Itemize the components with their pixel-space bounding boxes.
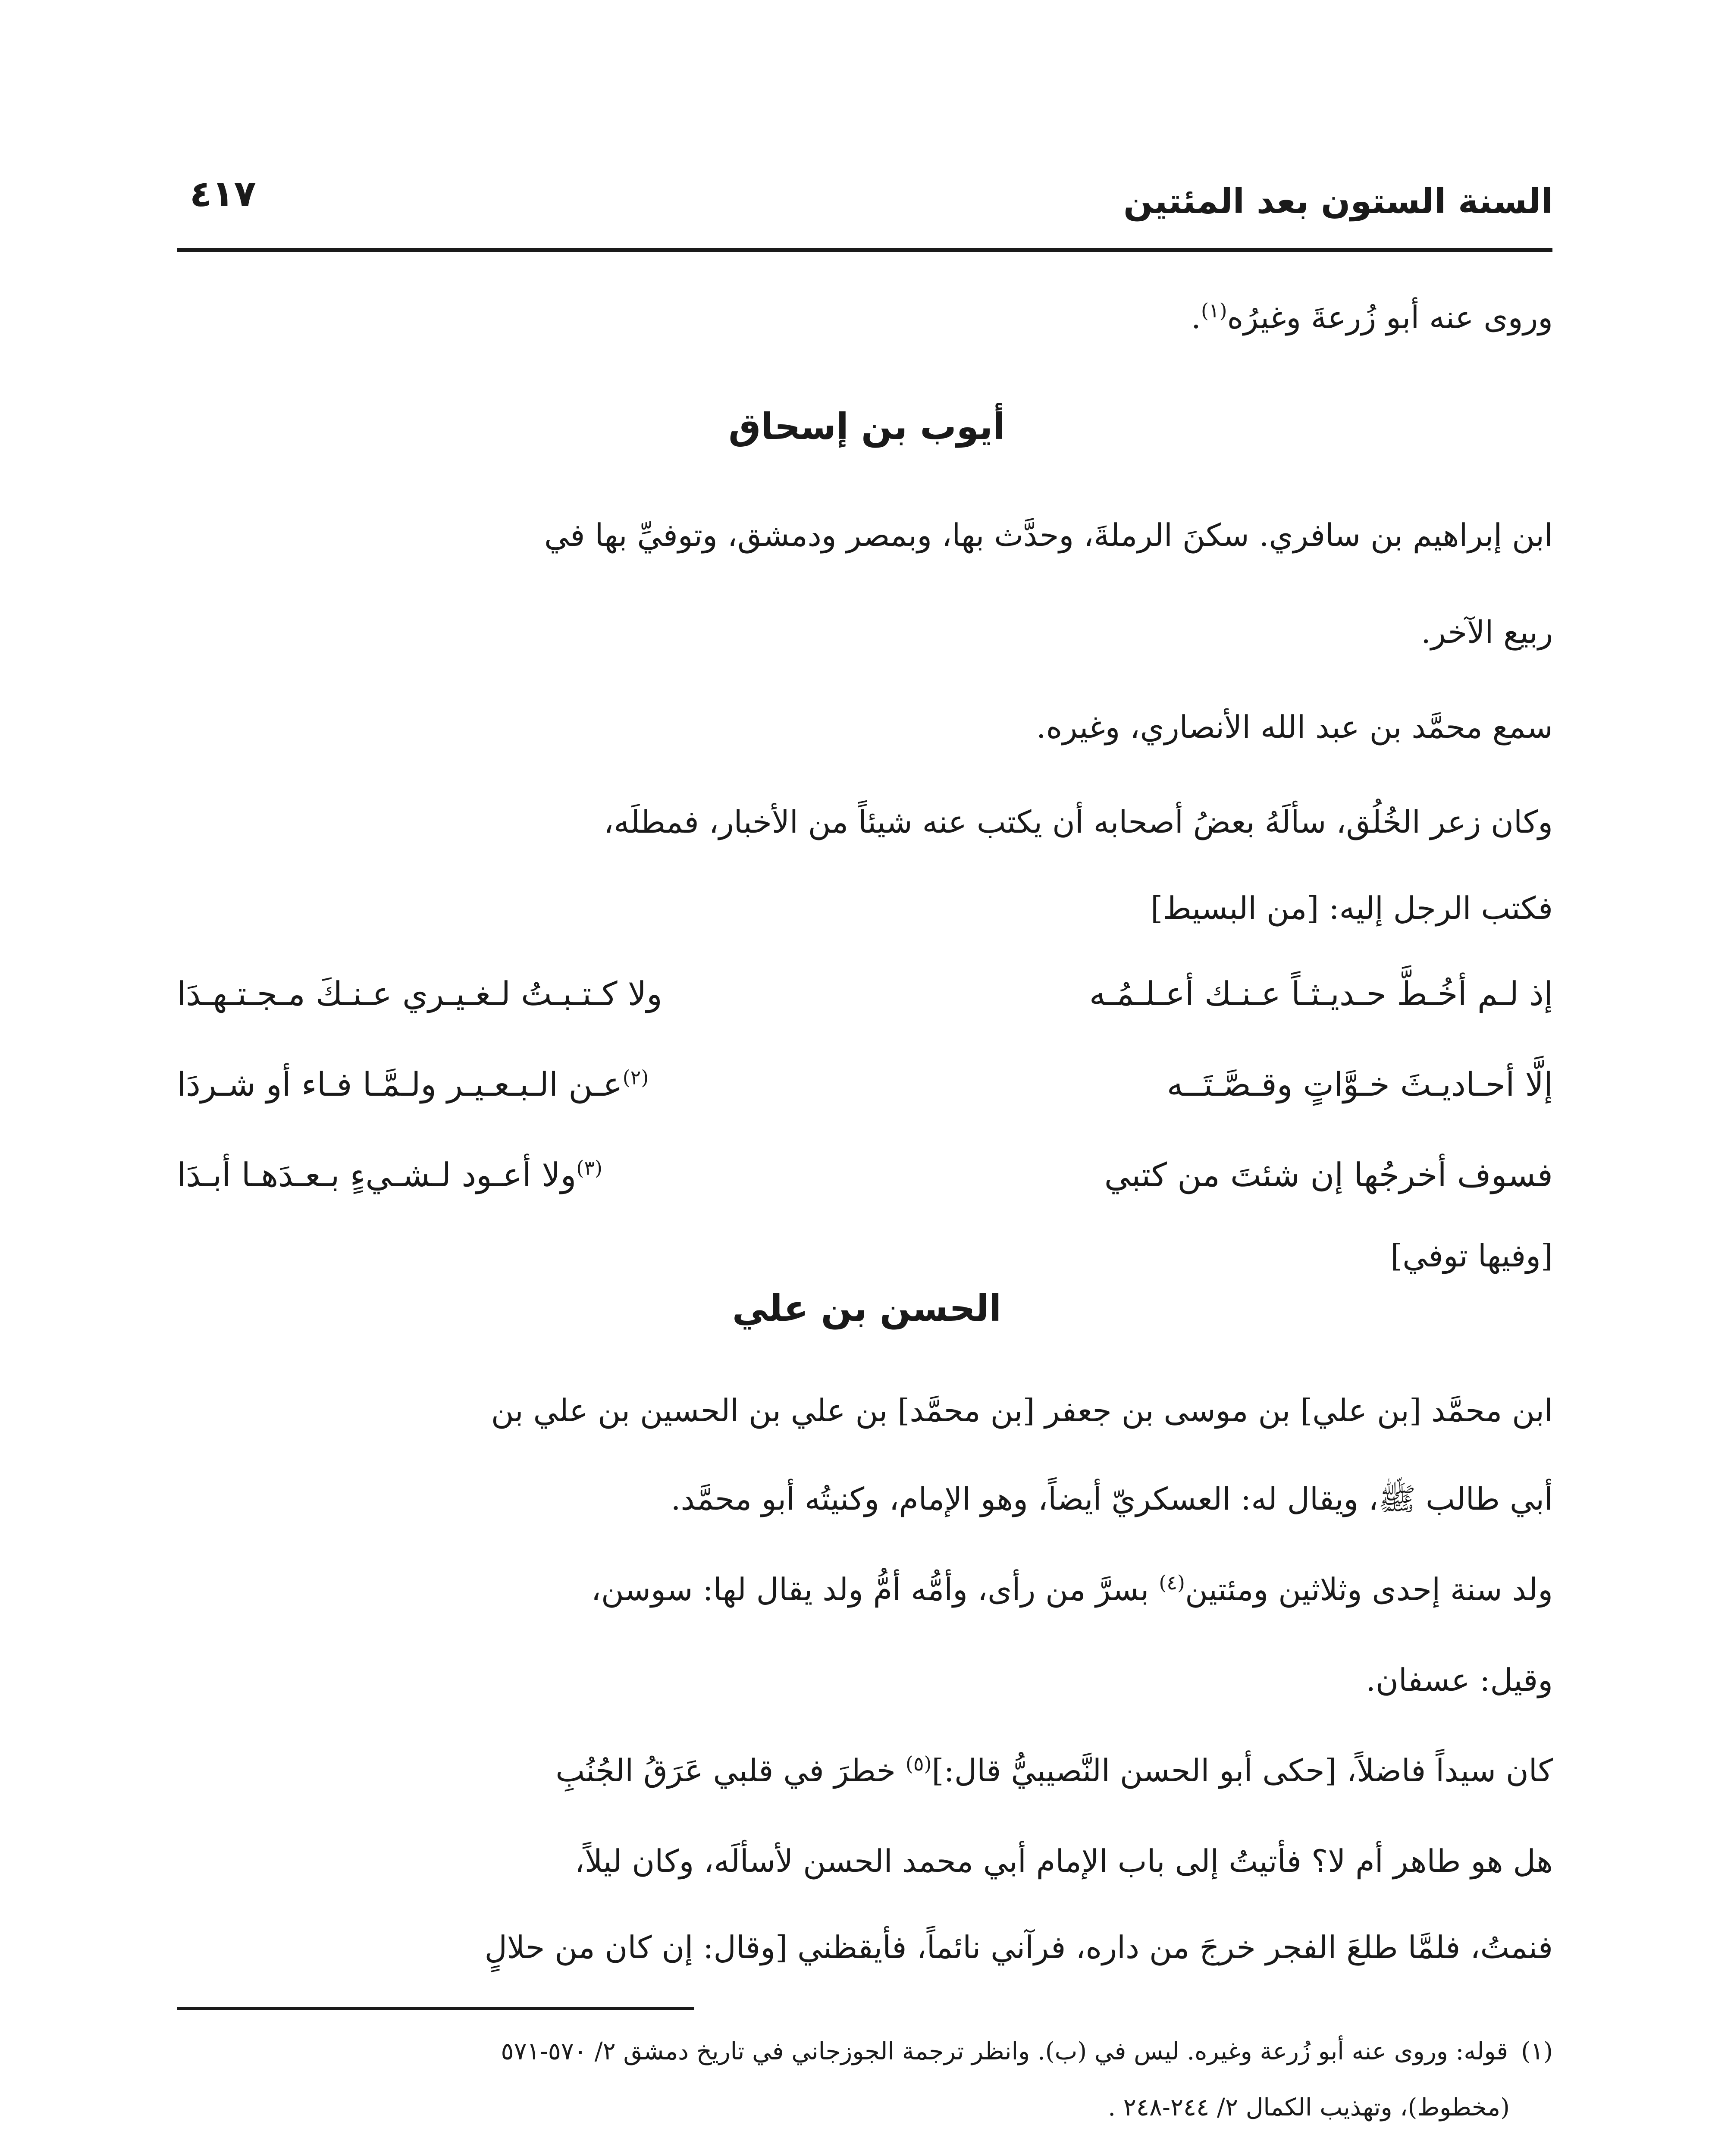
s2-p3-line3: فنمتُ، فلمَّا طلعَ الفجر خرجَ من داره، فرآني نائماً، فأيقظني [وقال: إن كان من حلالٍ xyxy=(484,1929,1553,1965)
s2-p2-line2: وقيل: عسفان. xyxy=(1366,1662,1553,1698)
verse-2-second-hemistich xyxy=(177,1065,649,1103)
verse-3-first-hemistich: فسوف أخرجُها إن شئتَ من كتبي xyxy=(1104,1156,1553,1194)
s1-p2: سمع محمَّد بن عبد الله الأنصاري، وغيره. xyxy=(1036,709,1553,745)
header-rule xyxy=(177,248,1552,252)
s2-p2-line1 xyxy=(173,1570,1553,1610)
s2-p3-line1 xyxy=(173,1751,1553,1791)
intro-line xyxy=(173,298,1553,338)
s2-p2-part-a: ولد سنة إحدى وثلاثين ومئتين xyxy=(1185,1571,1553,1608)
footnote-ref: (٢) xyxy=(622,1065,649,1089)
verse-1-first-hemistich: إذ لـم أخُـطَّ حـديـثـاً عـنـك أعـلـمُـه xyxy=(1089,975,1553,1013)
verse-2-second-text: عـن الـبـعـيـر ولـمَّـا فـاء أو شـردَا xyxy=(177,1065,623,1103)
footnote-text: قوله: وروى عنه أبو زُرعة وغيره. ليس في (ب). وانظر ترجمة الجوزجاني في تاريخ دمشق ٢/ ٥٧٠-٥٧١ xyxy=(501,2037,1508,2065)
footnote-1 xyxy=(169,2035,1553,2068)
s2-p2-part-b: بسرَّ من رأى، وأمُّه أمُّ ولد يقال لها: سوسن، xyxy=(591,1571,1149,1608)
verse-1-second-text: ولا كـتـبـتُ لـغـيـري عـنـكَ مـجـتـهـدَا xyxy=(177,975,662,1013)
verse-2-first-hemistich: إلَّا أحـاديـثَ خـوَّاتٍ وقـصَّـتَــه xyxy=(1166,1065,1553,1103)
s2-p3-line2: هل هو طاهر أم لا؟ فأتيتُ إلى باب الإمام أبي محمد الحسن لأسألَه، وكان ليلاً، xyxy=(574,1843,1553,1879)
s1-p3-line2: فكتب الرجل إليه: [من البسيط] xyxy=(1151,890,1553,926)
s2-p3-part-a: كان سيداً فاضلاً، [حكى أبو الحسن النَّصيبيُّ قال:] xyxy=(931,1752,1553,1789)
s2-p1-line2: أبي طالب ﷺ، ويقال له: العسكريّ أيضاً، وهو الإمام، وكنيتُه أبو محمَّد. xyxy=(671,1481,1553,1517)
footnote-number: (١) xyxy=(1521,2037,1553,2065)
s2-p3-part-b: خطرَ في قلبي عَرَقُ الجُنُبِ xyxy=(555,1752,896,1789)
verse-1-second-hemistich xyxy=(177,975,662,1013)
s1-p3-line1: وكان زعر الخُلُق، سألَهُ بعضُ أصحابه أن يكتب عنه شيئاً من الأخبار، فمطلَه، xyxy=(604,804,1553,840)
footnote-separator xyxy=(177,2007,694,2010)
footnote-ref: (٣) xyxy=(576,1156,602,1180)
section-closing-note: [وفيها توفي] xyxy=(1390,1238,1553,1274)
s2-p1-line1: ابن محمَّد [بن علي] بن موسى بن جعفر [بن محمَّد] بن علي بن الحسين بن علي بن xyxy=(491,1392,1553,1429)
footnote-ref: (٤) xyxy=(1159,1571,1185,1594)
running-header-title: السنة الستون بعد المئتين xyxy=(1123,181,1553,221)
intro-text: وروى عنه أبو زُرعةَ وغيرُه xyxy=(1227,299,1553,335)
footnote-1-cont: (مخطوط)، وتهذيب الكمال ٢/ ٢٤٤-٢٤٨ . xyxy=(1108,2093,1510,2122)
s1-p1-line2: ربيع الآخر. xyxy=(1421,614,1553,650)
footnote-ref: (٥) xyxy=(905,1752,932,1775)
intro-end: . xyxy=(1191,299,1201,335)
footnote-ref: (١) xyxy=(1201,299,1227,322)
verse-3-second-text: ولا أعـود لـشـيءٍ بـعـدَهـا أبـدَا xyxy=(177,1156,577,1194)
s1-p1-line1: ابن إبراهيم بن سافري. سكنَ الرملةَ، وحدَّث بها، وبمصر ودمشق، وتوفيِّ بها في xyxy=(544,517,1553,553)
verse-3-second-hemistich xyxy=(177,1156,602,1194)
page-number: ٤١٧ xyxy=(190,172,256,215)
section-title-ayyub: أيوب بن إسحاق xyxy=(728,405,1005,448)
section-title-hasan: الحسن بن علي xyxy=(732,1287,1002,1329)
